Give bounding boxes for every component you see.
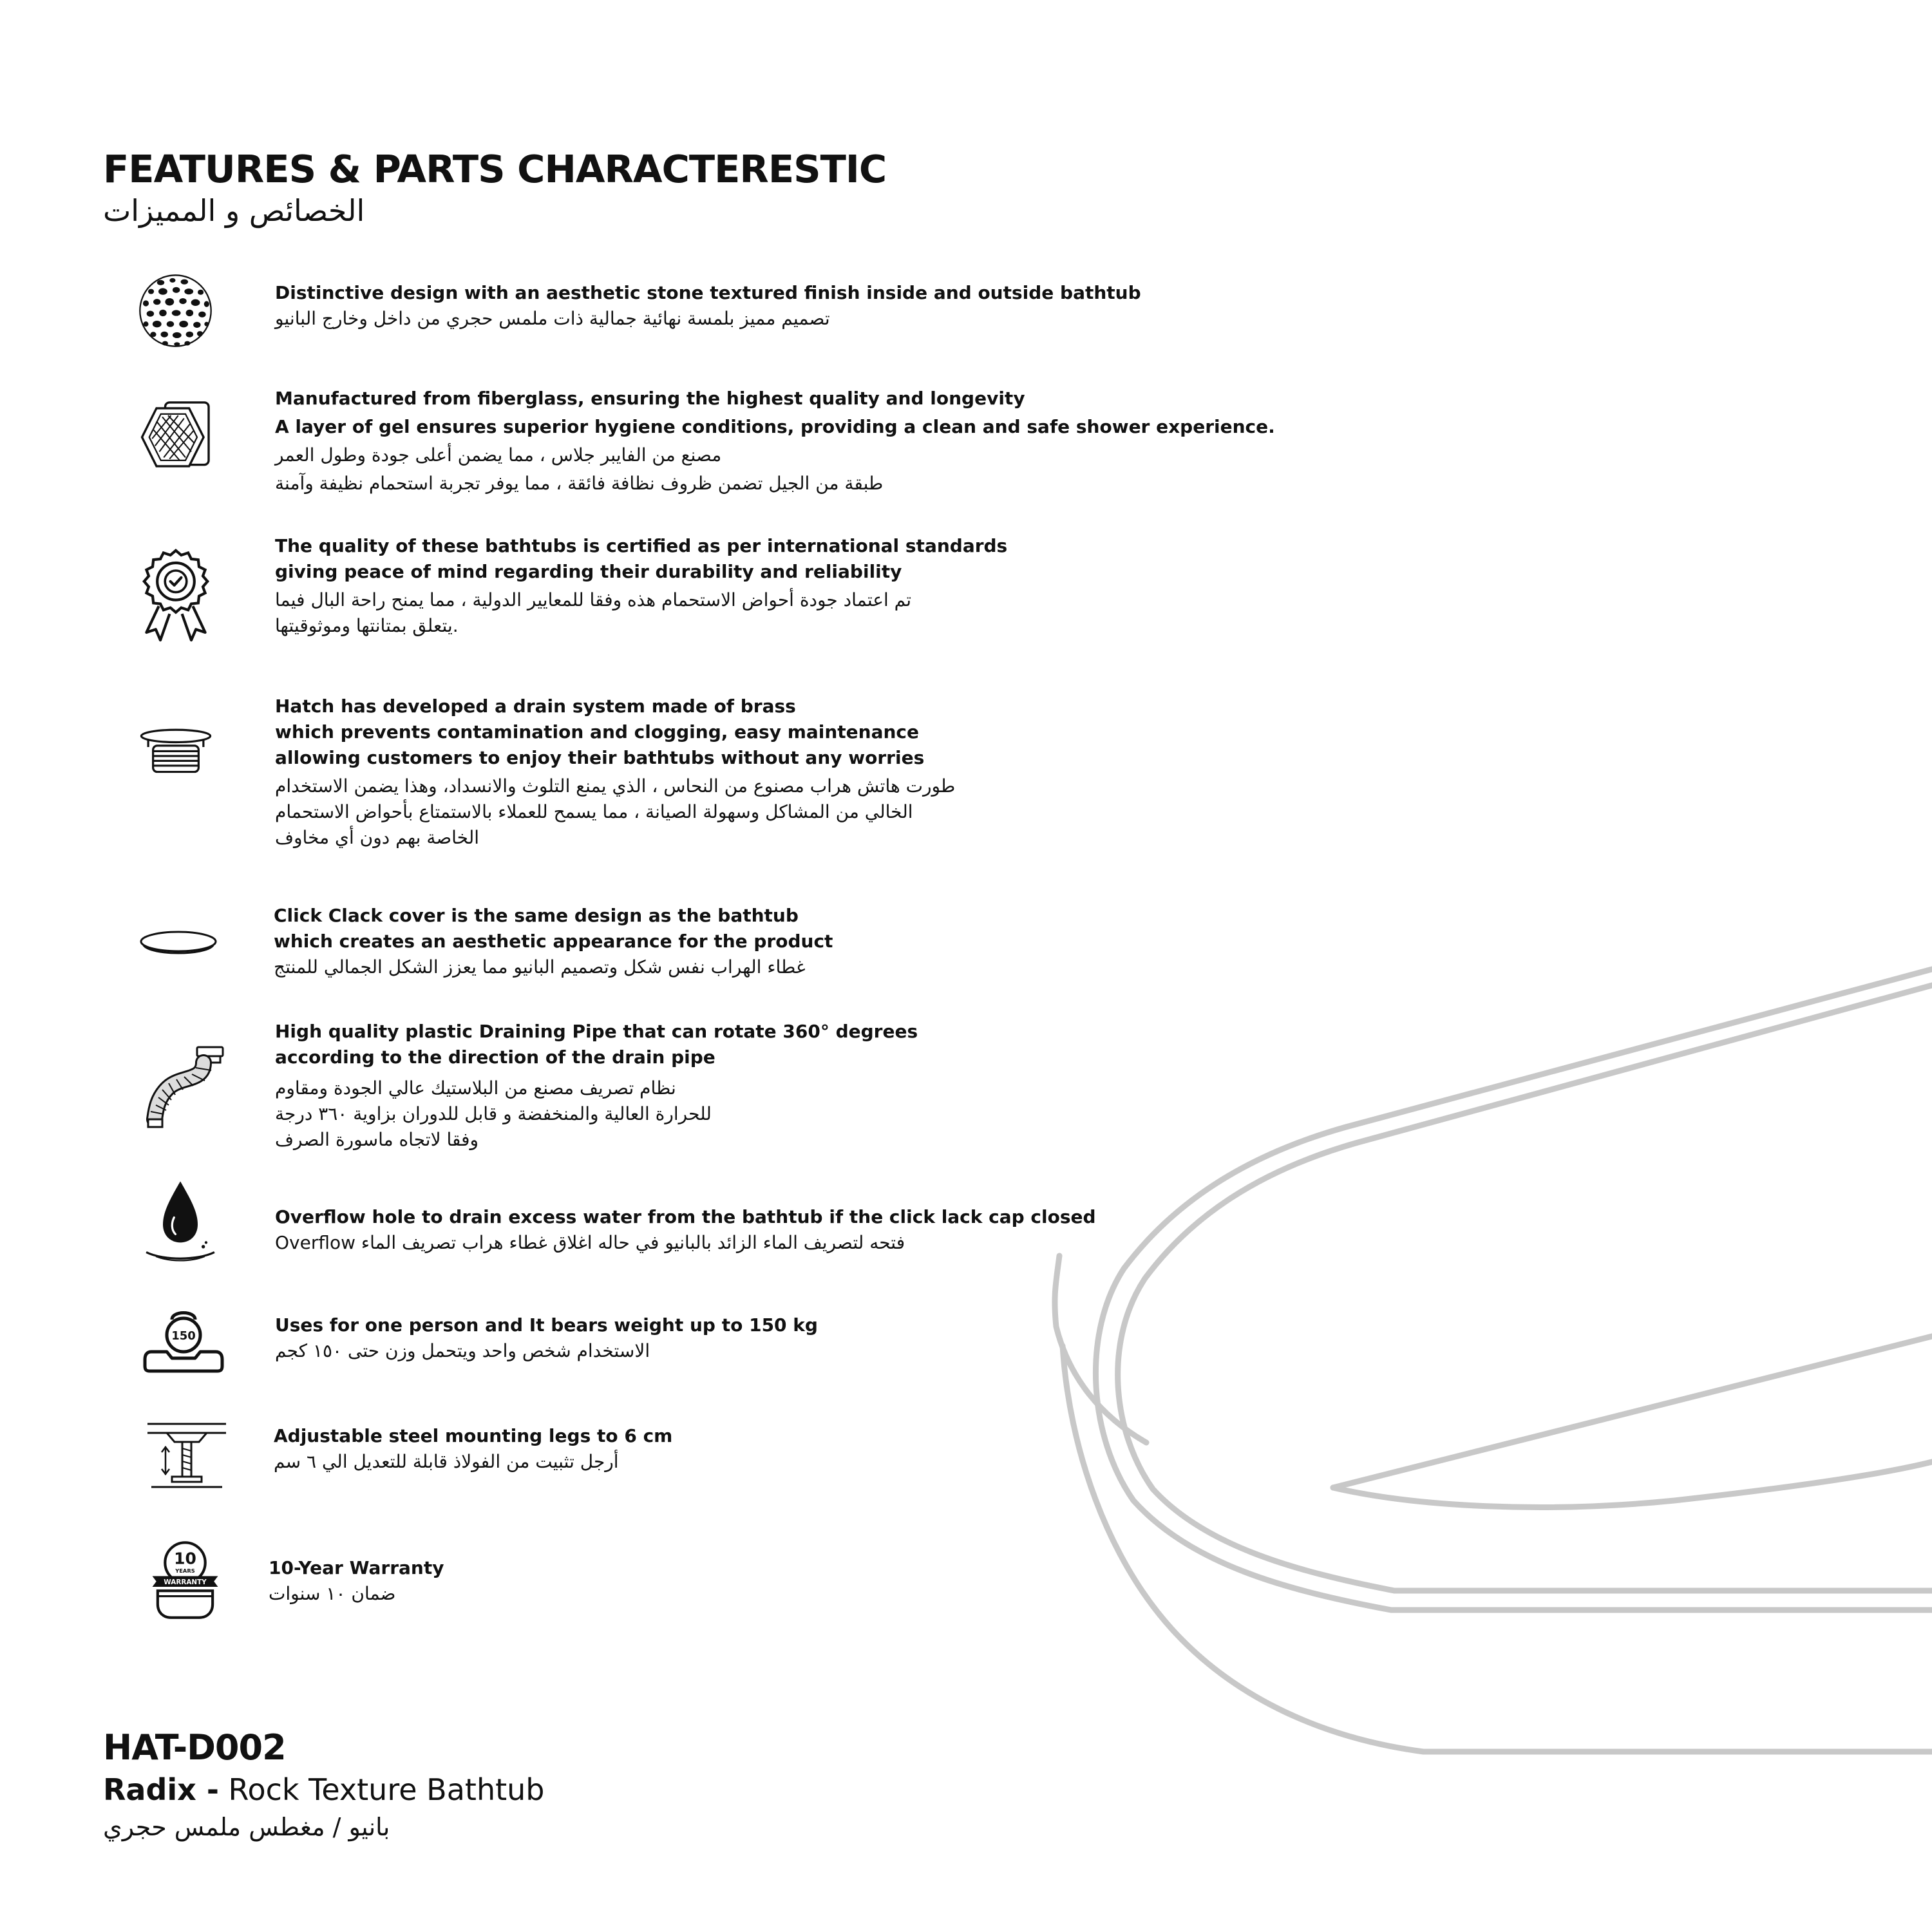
feature-text bbox=[275, 384, 1275, 498]
product-brand: Radix - bbox=[103, 1772, 219, 1807]
brass-drain-icon bbox=[137, 728, 214, 776]
feature-ar-line: للحرارة العالية والمنخفضة و قابل للدوران بزاوية ٣٦٠ درجة bbox=[275, 1103, 712, 1124]
feature-en-line: Manufactured from fiberglass, ensuring the highest quality and longevity bbox=[275, 388, 1025, 409]
feature-ar-line: نظام تصريف مصنع من البلاستيك عالي الجودة ومقاوم bbox=[275, 1077, 676, 1099]
feature-ar-line: طبقة من الجيل تضمن ظروف نظافة فائقة ، مما يوفر تجربة استحمام نظيفة وآمنة bbox=[275, 473, 884, 494]
feature-en-line: High quality plastic Draining Pipe that can rotate 360° degrees bbox=[275, 1021, 918, 1042]
badge-ribbon: WARRANTY bbox=[164, 1578, 207, 1586]
feature-ar-line: الخالي من المشاكل وسهولة الصيانة ، مما يسمح للعملاء بالاستمتاع بأحواض الاستحمام bbox=[275, 801, 913, 822]
model-code: HAT-D002 bbox=[103, 1727, 286, 1768]
feature-ar-line: ضمان ١٠ سنوات bbox=[269, 1583, 396, 1604]
feature-ar-line: يتعلق بمتانتها وموثوقيتها. bbox=[275, 615, 459, 636]
feature-text bbox=[275, 1312, 818, 1364]
feature-text bbox=[275, 533, 1007, 639]
page-title-arabic: الخصائص و المميزات bbox=[103, 193, 365, 228]
feature-ar-line: مصنع من الفايبر جلاس ، مما يضمن أعلى جودة وطول العمر bbox=[275, 444, 722, 466]
badge-years: YEARS bbox=[175, 1567, 195, 1575]
feature-ar-line: Overflow فتحه لتصريف الماء الزائد بالبانيو في حاله اغلاق غطاء هراب تصريف الماء bbox=[275, 1232, 905, 1253]
feature-text bbox=[274, 1423, 672, 1475]
stone-texture-icon bbox=[138, 274, 213, 348]
fiberglass-mesh-icon bbox=[128, 395, 214, 475]
adjustable-legs-icon bbox=[145, 1420, 229, 1491]
badge-number: 10 bbox=[174, 1549, 196, 1568]
feature-en-line: Click Clack cover is the same design as the bathtub bbox=[274, 905, 799, 926]
feature-en-line: Adjustable steel mounting legs to 6 cm bbox=[274, 1425, 673, 1446]
product-name-arabic: بانيو / مغطس ملمس حجري bbox=[103, 1813, 390, 1841]
feature-ar-line: تصميم مميز بلمسة نهائية جمالية ذات ملمس حجري من داخل وخارج البانيو bbox=[275, 308, 830, 329]
weight-150-icon bbox=[138, 1304, 229, 1375]
feature-en-line: A layer of gel ensures superior hygiene conditions, providing a clean and safe shower experience. bbox=[275, 416, 1275, 437]
warranty-badge-icon bbox=[148, 1537, 222, 1621]
feature-en-line: Distinctive design with an aesthetic stone textured finish inside and outside bathtub bbox=[275, 282, 1141, 303]
feature-ar-line: غطاء الهراب نفس شكل وتصميم البانيو مما يعزز الشكل الجمالي للمنتج bbox=[274, 956, 806, 978]
feature-en-line: Overflow hole to drain excess water from the bathtub if the click lack cap closed bbox=[275, 1206, 1096, 1227]
feature-text bbox=[275, 280, 1141, 332]
feature-text bbox=[269, 1555, 444, 1607]
feature-ar-line: طورت هاتش هراب مصنوع من النحاس ، الذي يمنع التلوث والانسداد، وهذا يضمن الاستخدام bbox=[275, 775, 956, 797]
feature-en-line: which prevents contamination and clogging, easy maintenance bbox=[275, 721, 920, 743]
feature-en-line: according to the direction of the drain pipe bbox=[275, 1046, 715, 1068]
draining-pipe-icon bbox=[142, 1043, 232, 1133]
feature-en-line: giving peace of mind regarding their durability and reliability bbox=[275, 561, 902, 582]
water-drop-icon bbox=[142, 1179, 219, 1265]
product-name: Rock Texture Bathtub bbox=[218, 1772, 545, 1807]
feature-ar-line: تم اعتماد جودة أحواض الاستحمام هذه وفقا للمعايير الدولية ، مما يمنح راحة البال فيما bbox=[275, 589, 912, 611]
feature-en-line: which creates an aesthetic appearance for the product bbox=[274, 931, 833, 952]
feature-ar-line: أرجل تثبيت من الفولاذ قابلة للتعديل الي ٦ سم bbox=[274, 1451, 619, 1472]
feature-en-line: Hatch has developed a drain system made of brass bbox=[275, 696, 796, 717]
feature-ar-line: الخاصة بهم دون أي مخاوف bbox=[275, 827, 480, 848]
page-title: FEATURES & PARTS CHARACTERESTIC bbox=[103, 147, 887, 191]
feature-en-line: 10-Year Warranty bbox=[269, 1557, 444, 1578]
feature-en-line: Uses for one person and It bears weight up to 150 kg bbox=[275, 1314, 818, 1336]
certified-badge-icon bbox=[137, 547, 214, 644]
product-name-line bbox=[103, 1772, 545, 1807]
feature-text bbox=[274, 903, 833, 980]
feature-ar-line: وفقا لاتجاه ماسورة الصرف bbox=[275, 1129, 479, 1150]
feature-text bbox=[275, 1019, 918, 1153]
feature-text bbox=[275, 694, 955, 851]
feature-en-line: The quality of these bathtubs is certified as per international standards bbox=[275, 535, 1008, 556]
feature-en-line: allowing customers to enjoy their bathtubs without any worries bbox=[275, 747, 925, 768]
weight-label: 150 bbox=[171, 1329, 196, 1343]
feature-text bbox=[275, 1204, 1096, 1256]
feature-ar-line: الاستخدام شخص واحد ويتحمل وزن حتى ١٥٠ كجم bbox=[275, 1340, 650, 1361]
click-clack-cover-icon bbox=[138, 927, 219, 960]
